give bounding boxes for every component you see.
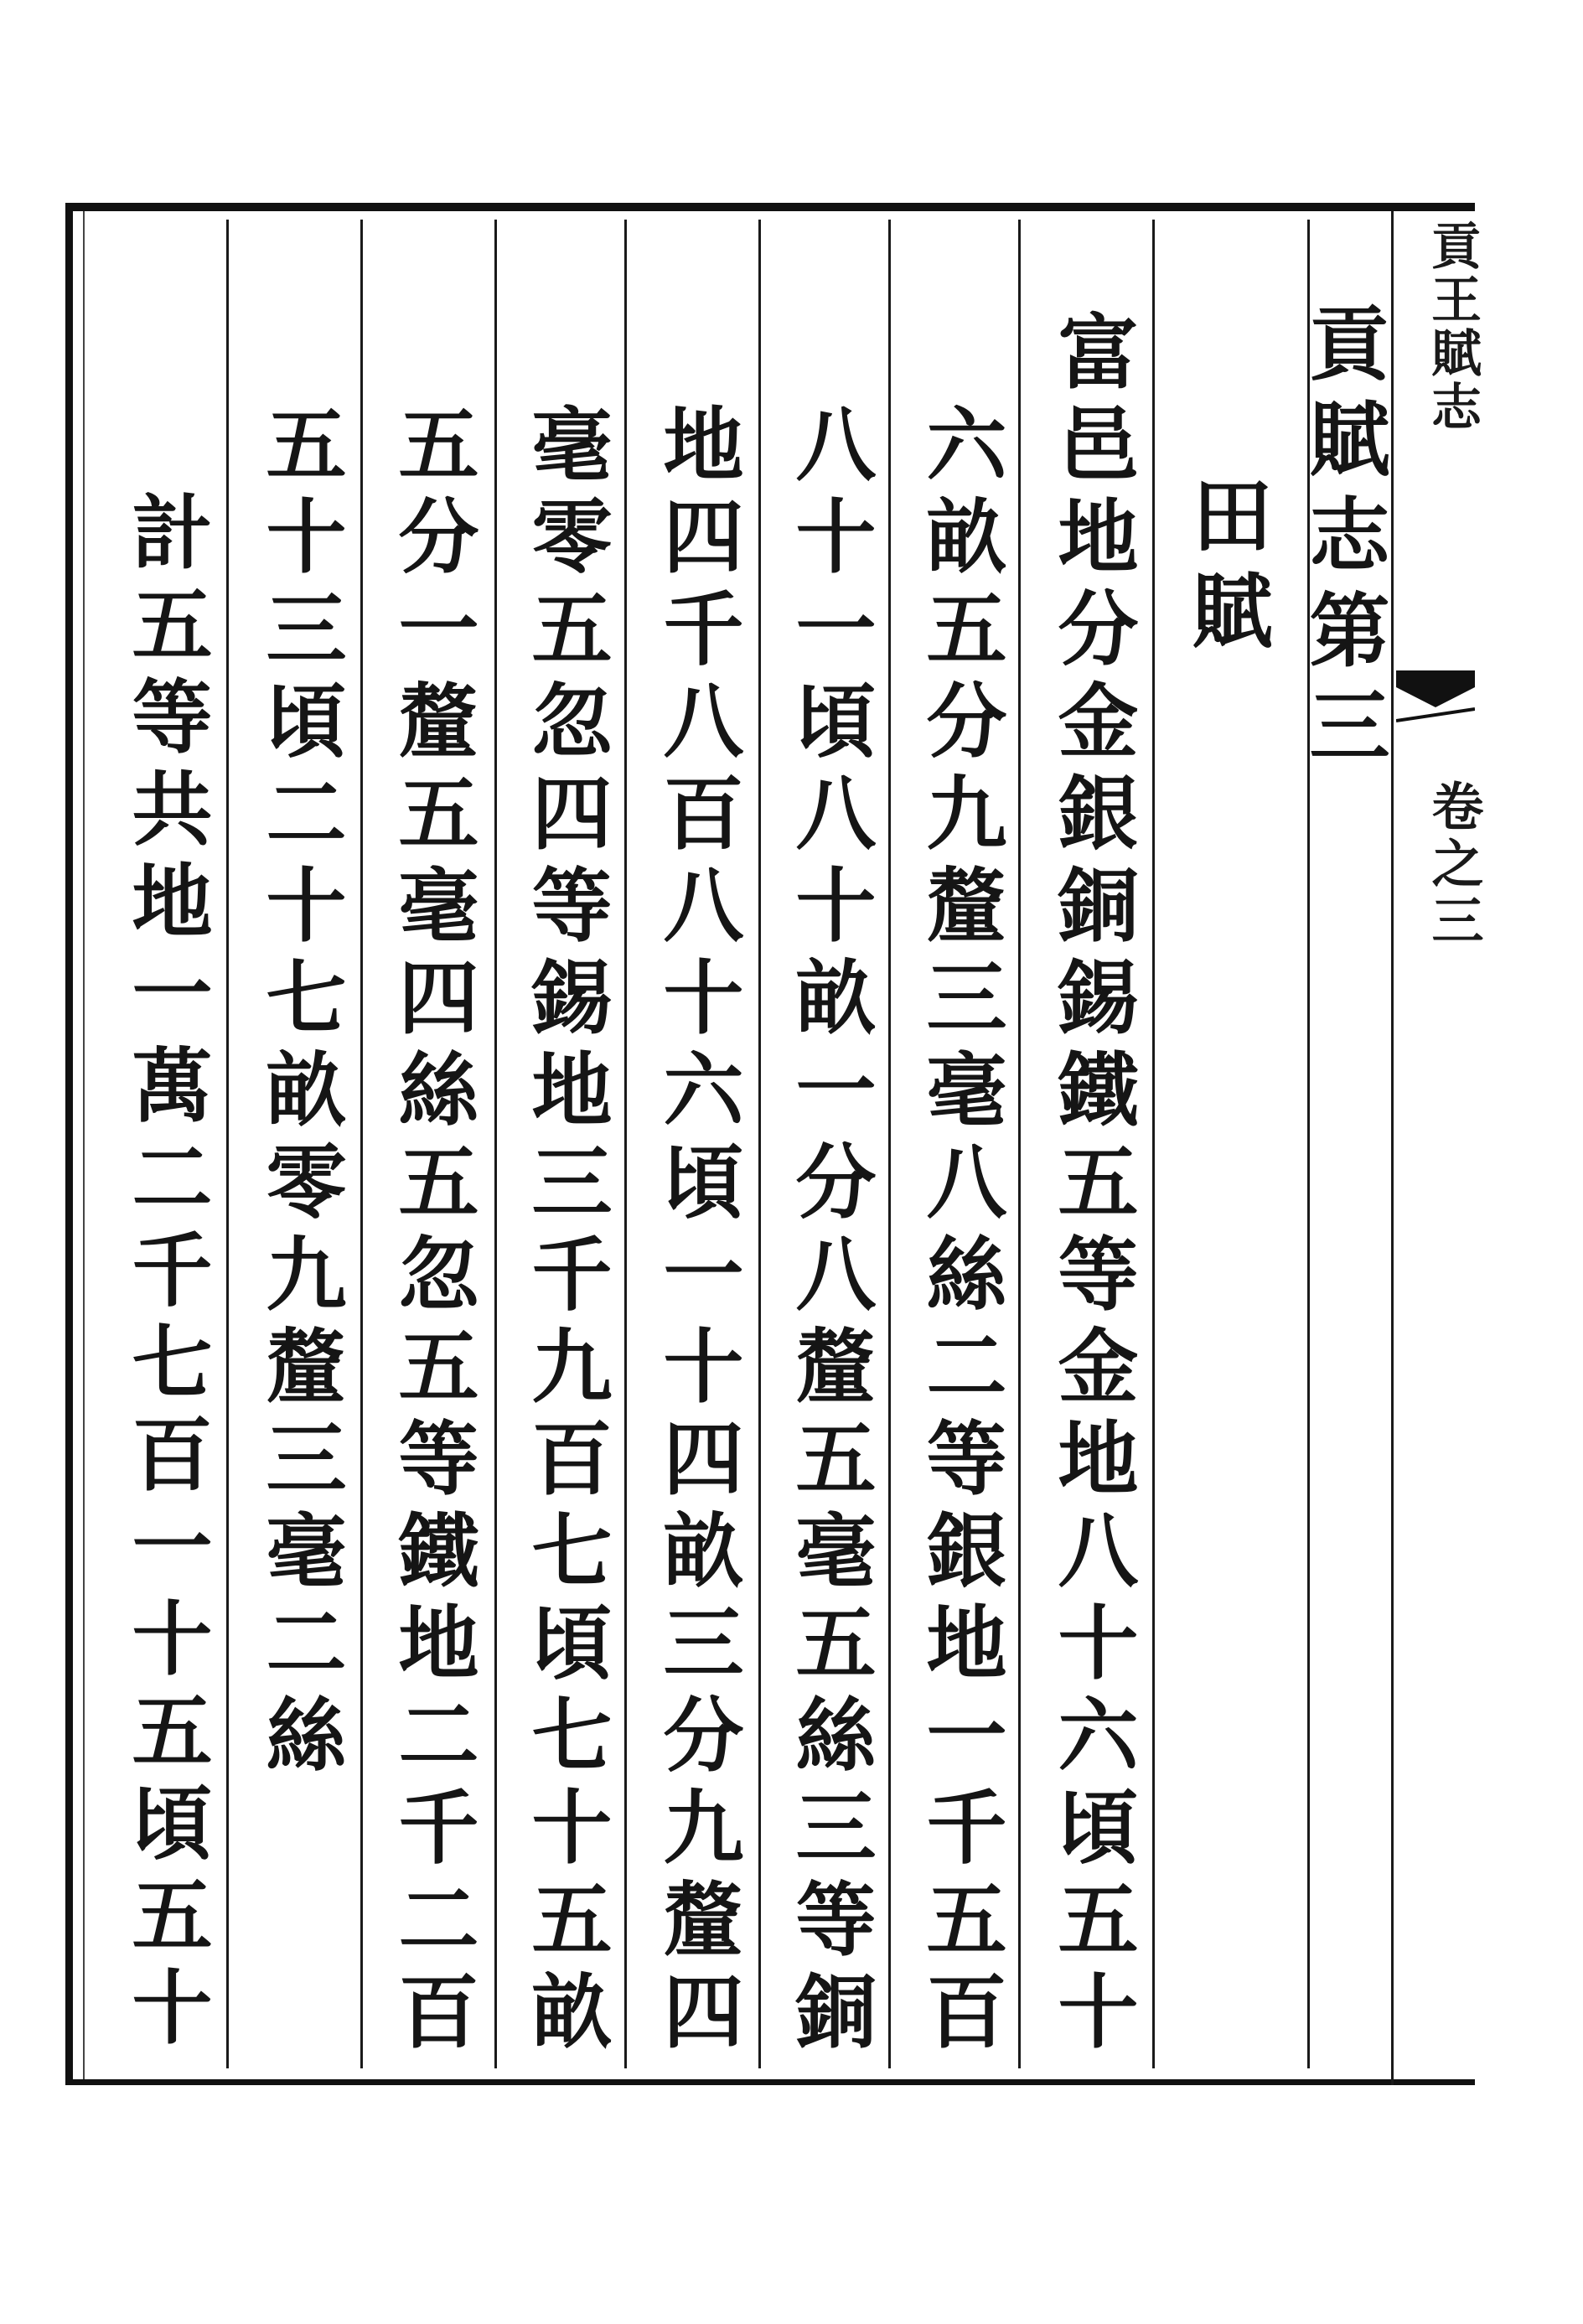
text-column: 地四千八百八十六頃一十四畝三分九釐四 [650,402,745,2062]
column-rule [1018,220,1021,2068]
text-column: 八十一頃八十畝一分八釐五毫五絲三等銅 [783,402,877,2062]
column-rule [624,220,627,2068]
heading-box-rule [1152,220,1155,739]
text-column: 五分一釐五毫四絲五忽五等鐵地二千二百 [385,402,480,2062]
fishtail-mark-icon [1396,670,1475,731]
section-heading: 田賦 [1179,474,1274,665]
column-rule [226,220,229,2068]
text-column: 六畝五分九釐三毫八絲二等銀地一千五百 [913,402,1008,2062]
text-column: 計五等共地一萬二千七百一十五頃五十 [119,490,214,2057]
column-rule [494,220,497,2068]
text-column: 富邑地分金銀銅錫鐵五等金地八十六頃五十 [1045,310,1140,2062]
column-rule [1152,739,1155,2068]
text-column: 毫零五忽四等錫地三千九百七頃七十五畝 [519,402,613,2062]
fore-edge [1391,211,1477,2085]
text-column: 五十三頃二十七畝零九釐三毫二絲 [253,402,348,1785]
fore-edge-juan-number: 卷之三 [1423,779,1484,950]
chapter-title: 貢賦志第三 [1296,302,1391,779]
fore-edge-title: 貢王賦志 [1423,220,1482,434]
column-rule [888,220,891,2068]
column-rule [360,220,363,2068]
column-rule [758,220,761,2068]
